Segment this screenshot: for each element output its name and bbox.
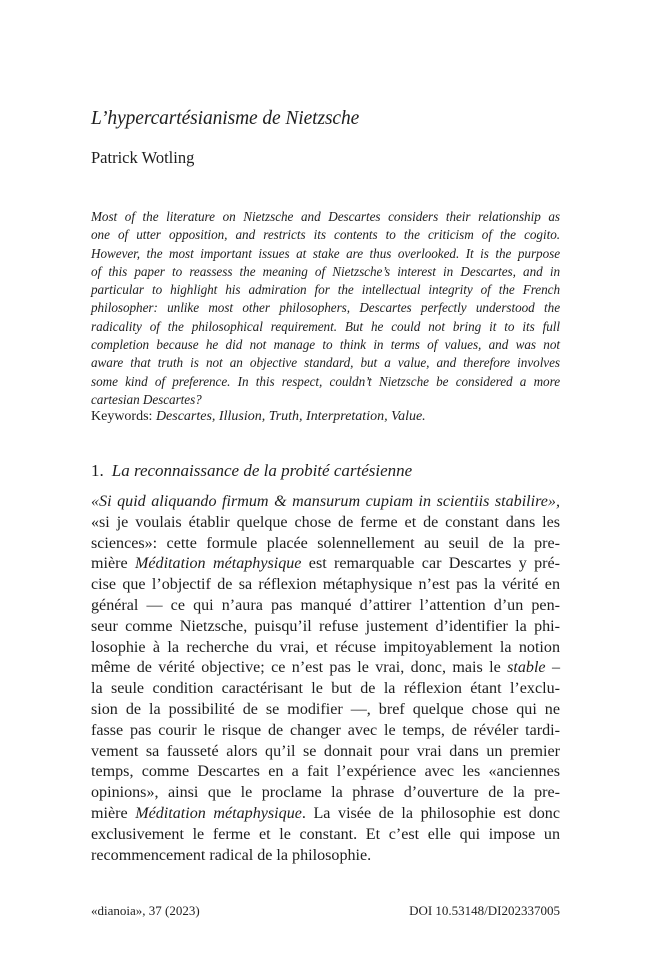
footer-journal: «dianoia», 37 (2023) bbox=[91, 903, 200, 918]
body-italic-segment: Méditation métaphysique bbox=[134, 555, 302, 573]
abstract-line: Most of the literature on Nietzsche and Descartes considers their relationship as bbox=[91, 209, 560, 224]
body-line: temps, comme Descartes en a fait l’expérience avec les «anciennes bbox=[91, 763, 560, 781]
body-line: la seule condition caractérisant le but de la réflexion étant l’exclu- bbox=[91, 680, 560, 698]
body-text-segment: . La visée de la philosophie est donc bbox=[301, 804, 560, 822]
abstract-line: cartesian Descartes? bbox=[91, 391, 202, 407]
body-line: fasse pas courir le risque de changer avec le temps, de révéler tardi- bbox=[91, 721, 560, 739]
body-text-segment: même de vérité objective; ce n’est pas le vrai, donc, mais le bbox=[91, 659, 508, 677]
abstract bbox=[91, 208, 560, 409]
abstract-line: one of utter opposition, and restricts its contents to the criticism of the cogito. bbox=[91, 227, 560, 243]
body-line bbox=[91, 658, 560, 679]
body-paragraph bbox=[91, 492, 560, 866]
body-line bbox=[91, 554, 560, 575]
keywords bbox=[91, 409, 426, 425]
body-line: cise que l’objectif de sa réflexion métaphysique n’est pas la vérité en bbox=[91, 576, 560, 594]
body-text-segment: – bbox=[545, 659, 561, 677]
body-line: losophie à la recherche du vrai, et récuse impitoyablement la notion bbox=[91, 638, 560, 656]
body-line: opinions», ainsi que le proclame la phrase d’ouverture de la pre- bbox=[91, 784, 560, 802]
body-line bbox=[91, 804, 560, 825]
article-page bbox=[91, 0, 560, 975]
keywords-label: Keywords: bbox=[91, 409, 156, 424]
body-line: recommencement radical de la philosophie. bbox=[91, 846, 372, 864]
abstract-line: of this paper to reassess the meaning of Nietzsche’s interest in Descartes, and in bbox=[91, 263, 560, 279]
body-line: sciences»: cette formule placée solennellement au seuil de la pre- bbox=[91, 534, 560, 552]
abstract-line: particular to highlight his admiration for the intellectual integrity of the French bbox=[91, 282, 560, 298]
section-number: 1. bbox=[91, 461, 104, 480]
body-italic-segment: stable bbox=[507, 659, 546, 677]
abstract-line: completion because he did not manage to think in terms of values, and was not bbox=[91, 337, 560, 353]
body-line: vement sa fausseté alors qu’il se donnait pour vrai dans un premier bbox=[91, 742, 560, 760]
footer-doi: DOI 10.53148/DI202337005 bbox=[409, 903, 560, 918]
body-line: seur comme Nietzsche, puisqu’il refuse justement d’identifier la phi- bbox=[91, 617, 560, 635]
body-line: exclusivement le ferme et le constant. Et c’est elle qui impose un bbox=[91, 825, 560, 843]
body-line: sion de la possibilité de se modifier —, bref quelque chose qui ne bbox=[91, 700, 560, 718]
body-line: «Si quid aliquando firmum & mansurum cupiam in scientiis stabilire», bbox=[91, 493, 560, 510]
abstract-line: philosopher: unlike most other philosophers, Descartes perfectly understood the bbox=[91, 300, 560, 316]
keywords-values: Descartes, Illusion, Truth, Interpretation, Value. bbox=[155, 409, 426, 424]
section-title: La reconnaissance de la probité cartésienne bbox=[111, 461, 413, 480]
body-italic-segment: Méditation métaphysique bbox=[135, 804, 302, 822]
body-line: «si je voulais établir quelque chose de ferme et de constant dans les bbox=[91, 513, 560, 531]
abstract-line: some kind of preference. In this respect, couldn’t Nietzsche be considered a more bbox=[91, 373, 560, 389]
article-author: Patrick Wotling bbox=[91, 148, 195, 167]
abstract-line: radicality of the philosophical requirement. But he could not bring it to its full bbox=[91, 318, 560, 334]
body-text-segment: est remarquable car Descartes y pré- bbox=[301, 555, 560, 573]
abstract-line: aware that truth is not an objective standard, but a value, and therefore involves bbox=[91, 355, 560, 371]
body-line: général — ce qui n’aura pas manqué d’attirer l’attention d’un pen- bbox=[91, 596, 560, 614]
abstract-line: However, the most important issues at stake are thus overlooked. It is the purpose bbox=[91, 245, 560, 261]
article-title: L’hypercartésianisme de Nietzsche bbox=[91, 108, 360, 129]
body-text-segment: mière bbox=[91, 804, 136, 822]
body-text-segment: mière bbox=[91, 555, 135, 573]
section-heading bbox=[91, 461, 412, 481]
